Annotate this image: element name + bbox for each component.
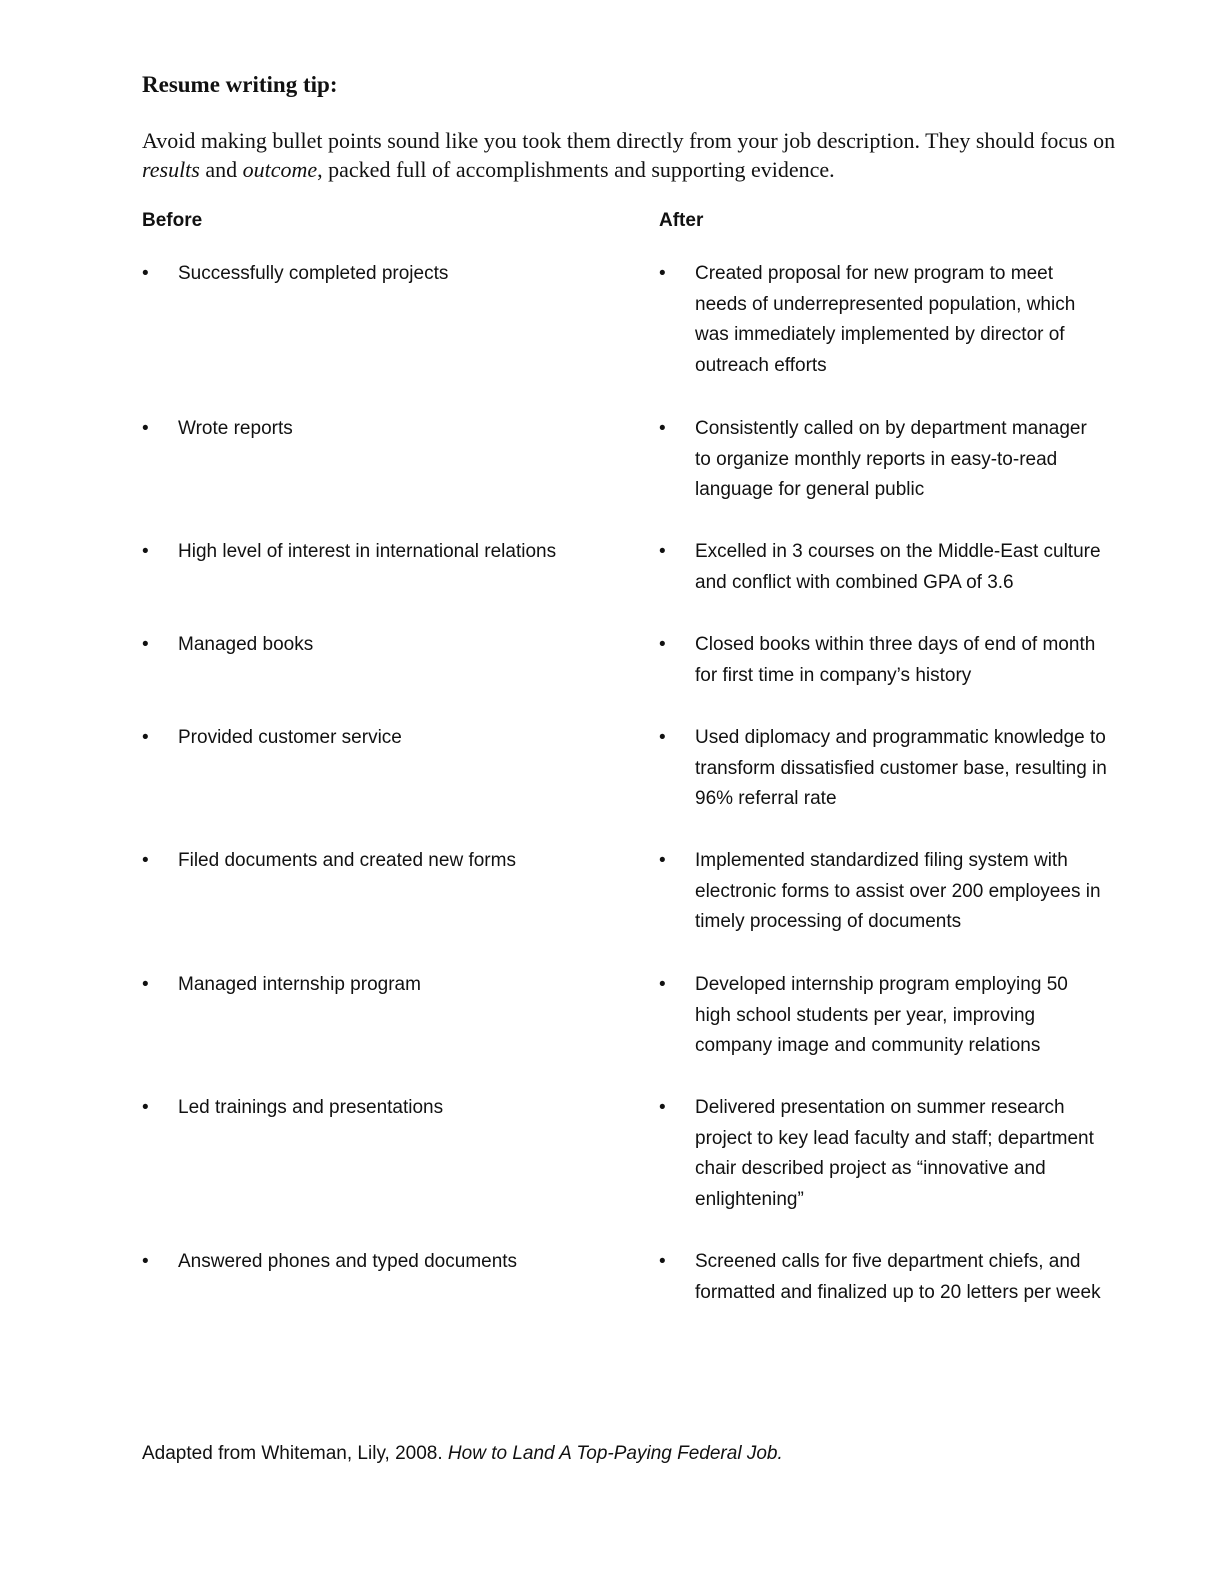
after-item-text: Delivered presentation on summer research project to key lead faculty and staff; department chair described project as “innovative and enlightening” bbox=[695, 1097, 1094, 1210]
before-item-text: Managed internship program bbox=[178, 974, 421, 995]
before-item-text: Led trainings and presentations bbox=[178, 1097, 444, 1118]
bullet-icon: • bbox=[142, 634, 149, 655]
bullet-icon: • bbox=[142, 727, 149, 748]
before-item-text: Filed documents and created new forms bbox=[178, 850, 516, 871]
intro-text-1: Avoid making bullet points sound like you took them directly from your job description. They should focus on bbox=[142, 128, 1116, 153]
before-item-text: Provided customer service bbox=[178, 727, 402, 748]
column-heading-before: Before bbox=[142, 210, 203, 231]
intro-emphasis-outcome: outcome bbox=[242, 157, 318, 182]
bullet-icon: • bbox=[142, 418, 149, 439]
after-item-text: Screened calls for five department chiefs, and formatted and finalized up to 20 letters per week bbox=[695, 1251, 1101, 1303]
bullet-icon: • bbox=[142, 850, 149, 871]
source-citation bbox=[142, 1443, 783, 1465]
after-item-text: Excelled in 3 courses on the Middle-East culture and conflict with combined GPA of 3.6 bbox=[695, 541, 1101, 593]
bullet-icon: • bbox=[142, 1251, 149, 1272]
intro-paragraph bbox=[142, 126, 1122, 184]
before-item-text: Managed books bbox=[178, 634, 314, 655]
citation-book-title: How to Land A Top-Paying Federal Job. bbox=[447, 1443, 783, 1464]
after-item-text: Consistently called on by department manager to organize monthly reports in easy-to-read language for general public bbox=[695, 418, 1087, 500]
bullet-icon: • bbox=[659, 541, 666, 562]
bullet-icon: • bbox=[659, 727, 666, 748]
citation-text: Adapted from Whiteman, Lily, 2008. bbox=[142, 1443, 448, 1464]
before-item-text: Wrote reports bbox=[178, 418, 293, 439]
bullet-icon: • bbox=[659, 850, 666, 871]
bullet-icon: • bbox=[659, 418, 666, 439]
after-item-text: Closed books within three days of end of month for first time in company’s history bbox=[695, 634, 1096, 686]
bullet-icon: • bbox=[142, 263, 149, 284]
after-item-text: Created proposal for new program to meet needs of underrepresented population, which was immediately implemented by director of outreach efforts bbox=[695, 263, 1076, 376]
before-item-text: High level of interest in international relations bbox=[178, 541, 557, 562]
bullet-icon: • bbox=[142, 974, 149, 995]
page-title: Resume writing tip: bbox=[142, 72, 338, 97]
before-item-text: Answered phones and typed documents bbox=[178, 1251, 518, 1272]
bullet-icon: • bbox=[142, 541, 149, 562]
after-item-text: Implemented standardized filing system with electronic forms to assist over 200 employees in timely processing of documents bbox=[695, 850, 1101, 932]
bullet-icon: • bbox=[659, 263, 666, 284]
after-item-text: Developed internship program employing 50 high school students per year, improving company image and community relations bbox=[695, 974, 1068, 1056]
bullet-icon: • bbox=[659, 634, 666, 655]
bullet-icon: • bbox=[659, 1251, 666, 1272]
intro-text-2: and bbox=[199, 157, 243, 182]
bullet-icon: • bbox=[659, 1097, 666, 1118]
intro-text-3: , packed full of accomplishments and supporting evidence. bbox=[317, 157, 835, 182]
intro-emphasis-results: results bbox=[142, 157, 200, 182]
column-heading-after: After bbox=[659, 210, 704, 231]
after-item-text: Used diplomacy and programmatic knowledge to transform dissatisfied customer base, resulting in 96% referral rate bbox=[695, 727, 1107, 809]
bullet-icon: • bbox=[142, 1097, 149, 1118]
bullet-icon: • bbox=[659, 974, 666, 995]
before-item-text: Successfully completed projects bbox=[178, 263, 449, 284]
